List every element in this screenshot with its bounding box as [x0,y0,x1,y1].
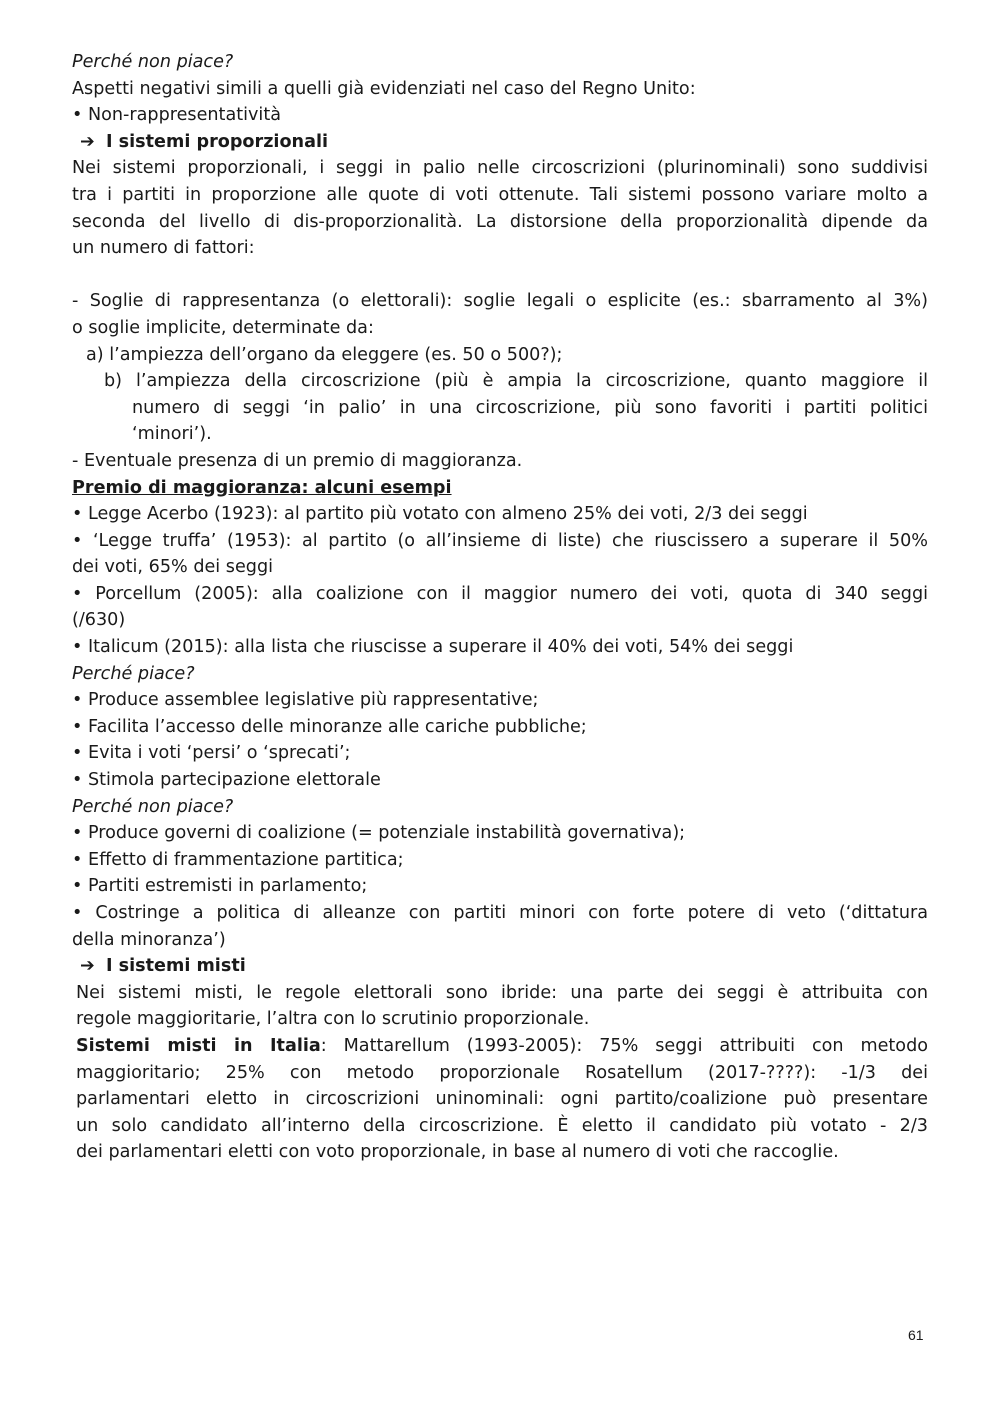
premio-line: • Italicum (2015): alla lista che riuscisse a superare il 40% dei voti, 54% dei seggi [72,637,794,658]
blank-line [72,262,928,289]
premio-line: • ‘Legge truffa’ (1953): al partito (o all’insieme di liste) che riuscissero a superare il 50% [72,530,928,551]
prop-para-line: Nei sistemi proporzionali, i seggi in palio nelle circoscrizioni (plurinominali) sono suddivisi [72,158,928,179]
misti-italia-label: Sistemi misti in Italia [76,1035,321,1056]
notlike-item: • Effetto di frammentazione partitica; [72,849,404,870]
heading-misti [72,953,928,980]
question-like: Perché piace? [72,663,195,684]
premio-line: dei voti, 65% dei seggi [72,557,274,578]
heading-premio: Premio di maggioranza: alcuni esempi [72,477,452,498]
prop-para-line: un numero di fattori: [72,238,255,259]
misti-italia-line [72,1033,928,1060]
like-item: • Facilita l’accesso delle minoranze alle cariche pubbliche; [72,716,587,737]
soglie-line: o soglie implicite, determinate da: [72,317,374,338]
misti-italia-line: parlamentari eletto in circoscrizioni uninominali: ogni partito/coalizione può presentare [76,1089,928,1110]
misti-italia-line: dei parlamentari eletti con voto proporzionale, in base al numero di voti che raccoglie. [76,1142,839,1163]
premio-presence-line: - Eventuale presenza di un premio di maggioranza. [72,450,523,471]
document-page [72,49,928,1166]
like-item: • Stimola partecipazione elettorale [72,770,381,791]
misti-para-line: Nei sistemi misti, le regole elettorali sono ibride: una parte dei seggi è attribuita con [76,982,928,1003]
page-number: 61 [908,1327,924,1343]
bullet-non-rappresentativita: • Non-rappresentatività [72,105,282,126]
intro-line: Aspetti negativi simili a quelli già evidenziati nel caso del Regno Unito: [72,78,696,99]
arrow-right-icon: ➔ [80,956,95,977]
misti-italia-first-rest: : Mattarellum (1993-2005): 75% seggi attribuiti con metodo [320,1035,928,1056]
prop-para-line: tra i partiti in proporzione alle quote di voti ottenute. Tali sistemi possono variare molto a [72,184,928,205]
notlike-item: • Partiti estremisti in parlamento; [72,876,368,897]
premio-line: • Legge Acerbo (1923): al partito più votato con almeno 25% dei voti, 2/3 dei seggi [72,504,808,525]
arrow-right-icon: ➔ [80,131,95,152]
soglie-line: - Soglie di rappresentanza (o elettorali): soglie legali o esplicite (es.: sbarramento al 3%) [72,291,928,312]
misti-italia-line: maggioritario; 25% con metodo proporzionale Rosatellum (2017-????): -1/3 dei [76,1062,928,1083]
list-item-a: a) l’ampiezza dell’organo da eleggere (es. 50 o 500?); [86,344,563,365]
heading-proporzionali-text: I sistemi proporzionali [106,131,329,152]
question-not-like-2: Perché non piace? [72,796,234,817]
question-not-like: Perché non piace? [72,52,234,72]
like-item: • Produce assemblee legislative più rappresentative; [72,690,539,711]
list-item-b: b) l’ampiezza della circoscrizione (più è ampia la circoscrizione, quanto maggiore il [104,371,928,392]
premio-line: • Porcellum (2005): alla coalizione con il maggior numero dei voti, quota di 340 seggi [72,583,928,604]
list-item-b-cont: numero di seggi ‘in palio’ in una circoscrizione, più sono favoriti i partiti politici [132,397,928,418]
list-item-b-cont: ‘minori’). [132,424,212,445]
prop-para-line: seconda del livello di dis-proporzionalità. La distorsione della proporzionalità dipende da [72,211,928,232]
like-item: • Evita i voti ‘persi’ o ‘sprecati’; [72,743,351,764]
premio-line: (/630) [72,610,126,631]
notlike-item: • Produce governi di coalizione (= potenziale instabilità governativa); [72,823,686,844]
misti-italia-line: un solo candidato all’interno della circoscrizione. È eletto il candidato più votato - 2/3 [76,1115,928,1136]
notlike-item-cont: della minoranza’) [72,929,226,950]
heading-misti-text: I sistemi misti [106,956,246,977]
notlike-item: • Costringe a politica di alleanze con partiti minori con forte potere di veto (‘dittatura [72,903,928,923]
misti-para-line: regole maggioritarie, l’altra con lo scrutinio proporzionale. [76,1009,590,1030]
heading-proporzionali [72,129,928,156]
